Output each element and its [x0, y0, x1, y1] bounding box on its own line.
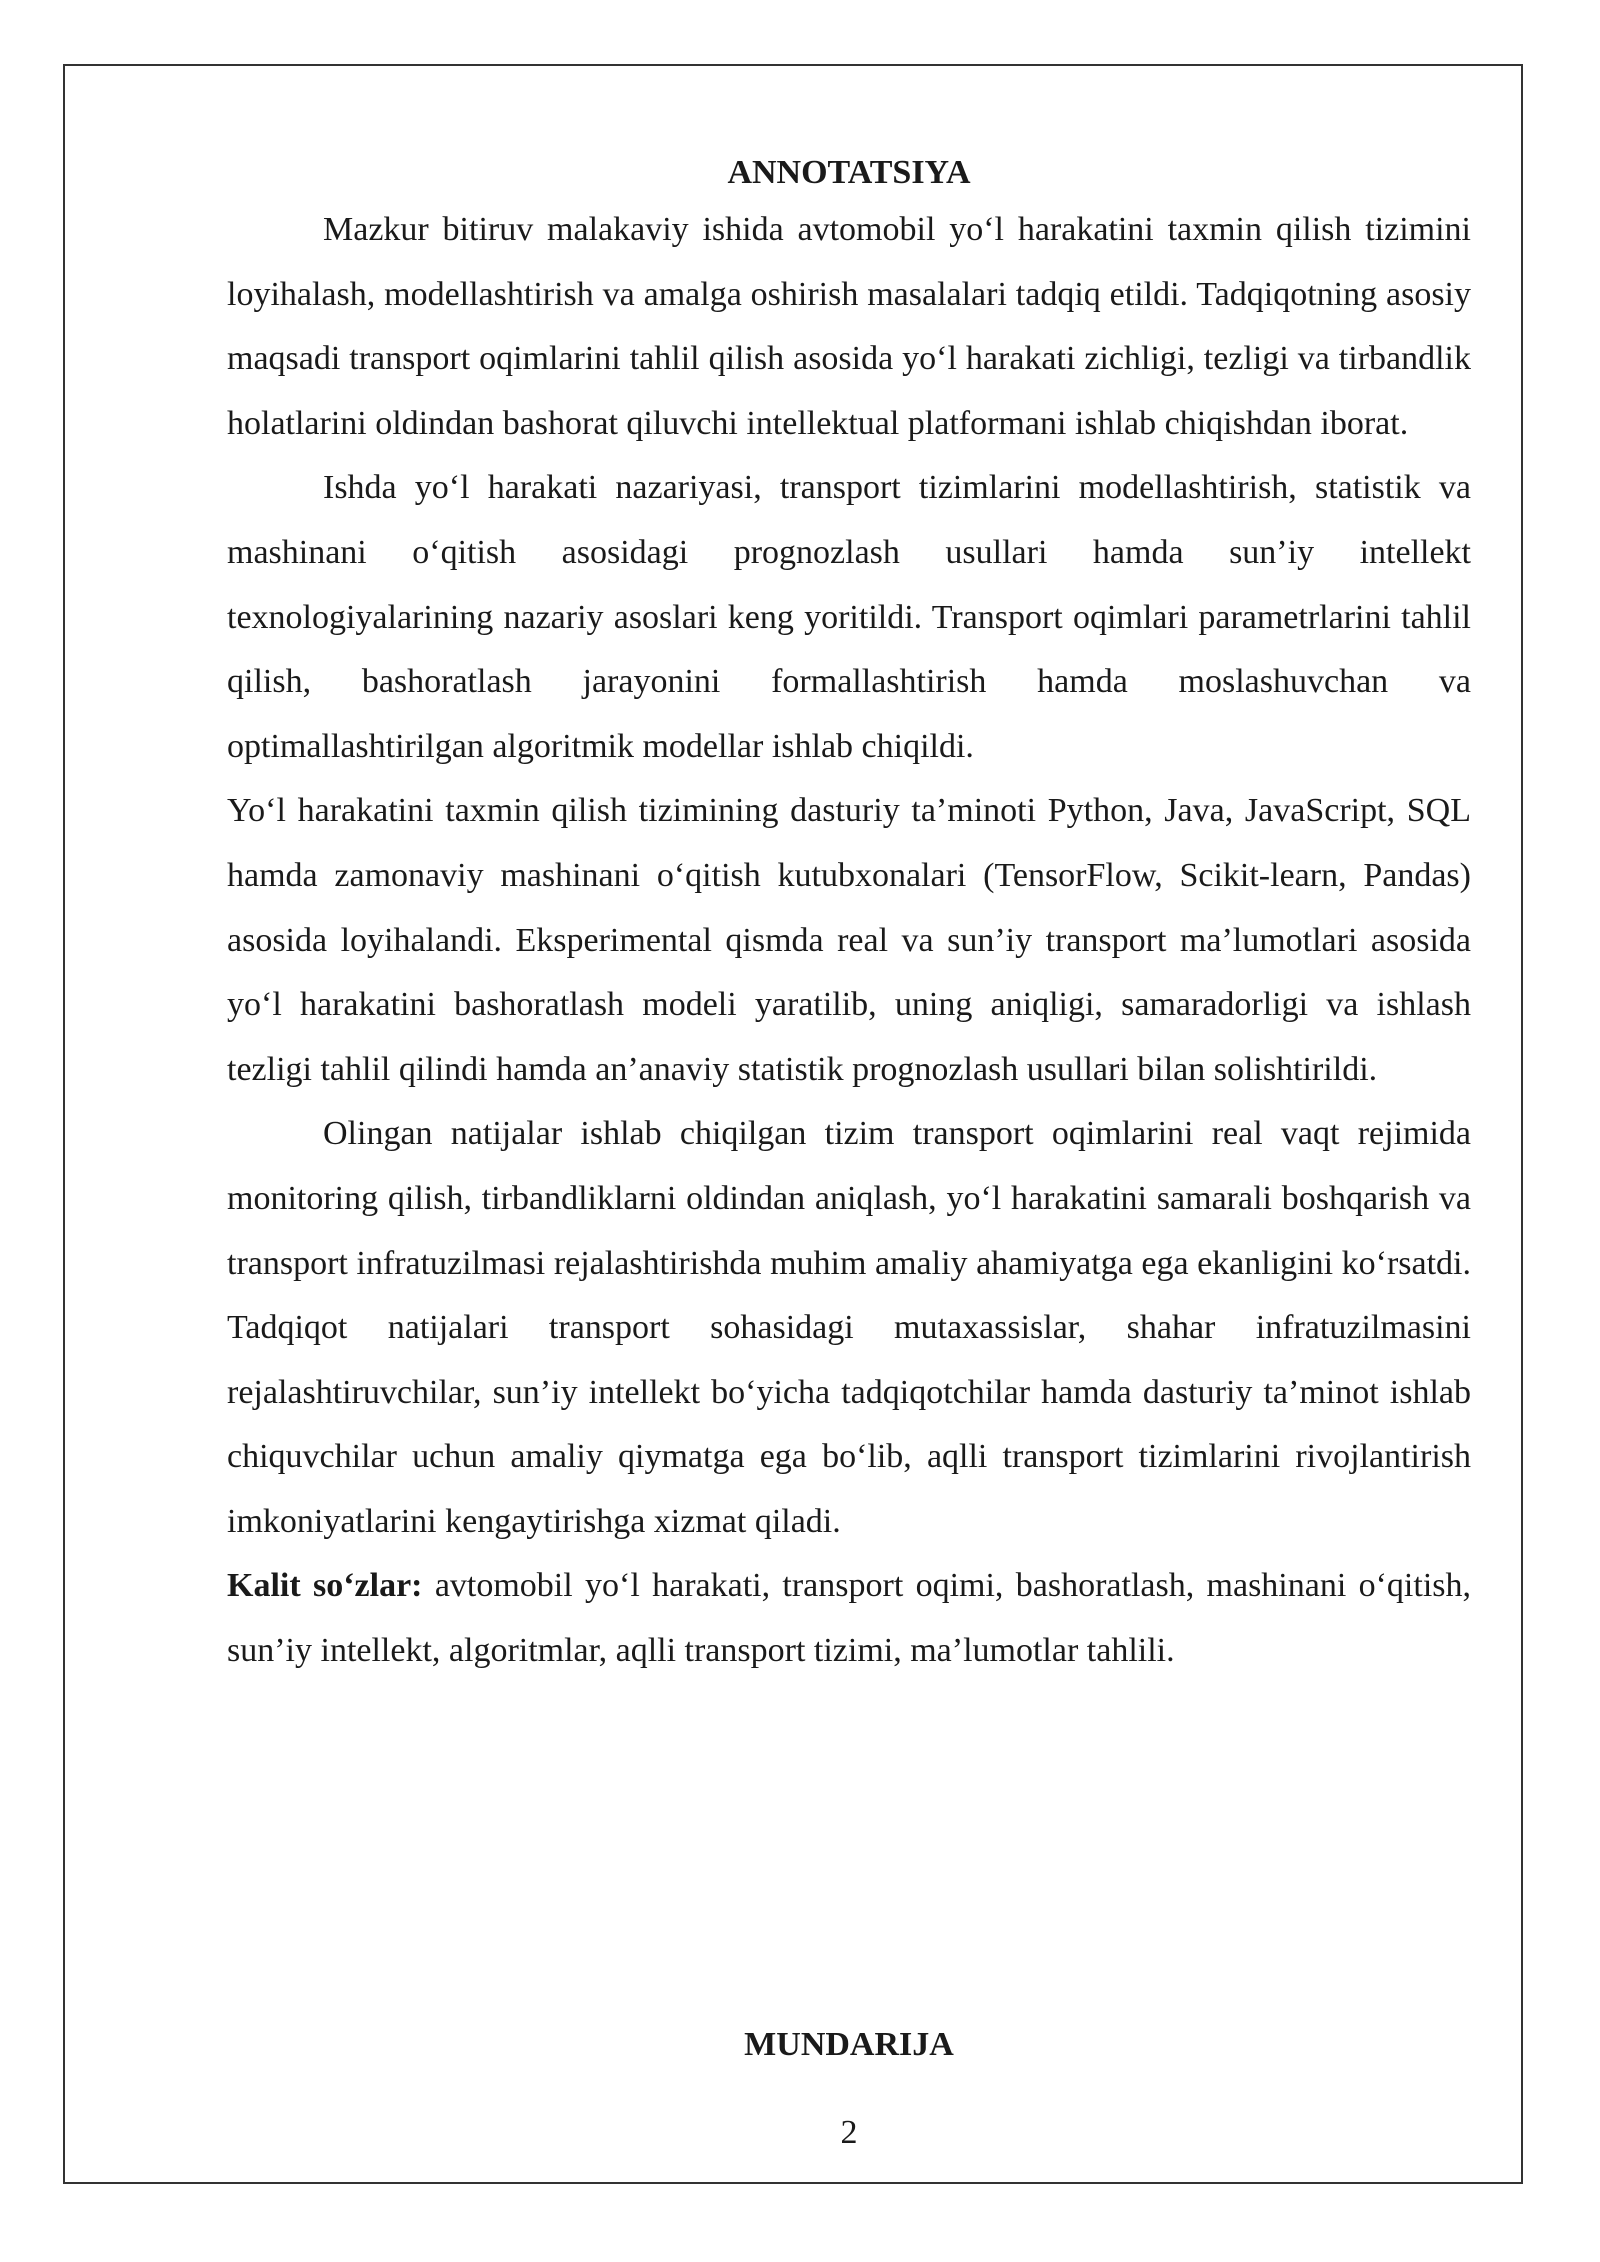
paragraph-1: Mazkur bitiruv malakaviy ishida avtomobil yo‘l harakatini taxmin qilish tizimini loyihalash, modellashtirish va amalga oshirish masalalari tadqiq etildi. Tadqiqotning asosiy maqsadi transport oqimlarini tahlil qilish asosida yo‘l harakati zichligi, tezligi va tirbandlik holatlarini oldindan bashorat qiluvchi intellektual platformani ishlab chiqishdan iborat.: [227, 211, 1471, 442]
keywords-label: Kalit so‘zlar:: [227, 1567, 423, 1605]
paragraph-3: Yo‘l harakatini taxmin qilish tizimining dasturiy ta’minoti Python, Java, JavaScript, SQL hamda zamonaviy mashinani o‘qitish kutubxonalari (TensorFlow, Scikit-learn, Pandas) asosida loyihalandi. Eksperimental qismda real va sun’iy transport ma’lumotlari asosida yo‘l harakatini bashoratlash modeli yaratilib, uning aniqligi, samaradorligi va ishlash tezligi tahlil qilindi hamda an’anaviy statistik prognozlash usullari bilan solishtirildi.: [227, 792, 1471, 1088]
toc-title: MUNDARIJA: [744, 2026, 954, 2063]
paragraph-2: Ishda yo‘l harakati nazariyasi, transport tizimlarini modellashtirish, statistik va mashinani o‘qitish asosidagi prognozlash usullari hamda sun’iy intellekt texnologiyalarining nazariy asoslari keng yoritildi. Transport oqimlari parametrlarini tahlil qilish, bashoratlash jarayonini formallashtirish hamda moslashuvchan va optimallashtirilgan algoritmik modellar ishlab chiqildi.: [227, 469, 1471, 765]
annotation-section: [227, 148, 1471, 1684]
annotation-title: ANNOTATSIYA: [727, 154, 971, 191]
keywords-text: avtomobil yo‘l harakati, transport oqimi, bashoratlash, mashinani o‘qitish, sun’iy intellekt, algoritmlar, aqlli transport tizimi, ma’lumotlar tahlili.: [227, 1567, 1471, 1670]
paragraph-4: Olingan natijalar ishlab chiqilgan tizim transport oqimlarini real vaqt rejimida monitoring qilish, tirbandliklarni oldindan aniqlash, yo‘l harakatini samarali boshqarish va transport infratuzilmasi rejalashtirishda muhim amaliy ahamiyatga ega ekanligini ko‘rsatdi. Tadqiqot natijalari transport sohasidagi mutaxassislar, shahar infratuzilmasini rejalashtiruvchilar, sun’iy intellekt bo‘yicha tadqiqotchilar hamda dasturiy ta’minot ishlab chiquvchilar uchun amaliy qiymatga ega bo‘lib, aqlli transport tizimlarini rivojlantirish imkoniyatlarini kengaytirishga xizmat qiladi.: [227, 1115, 1471, 1540]
keywords-paragraph: [227, 1554, 1471, 1683]
page-number: 2: [840, 2114, 858, 2151]
